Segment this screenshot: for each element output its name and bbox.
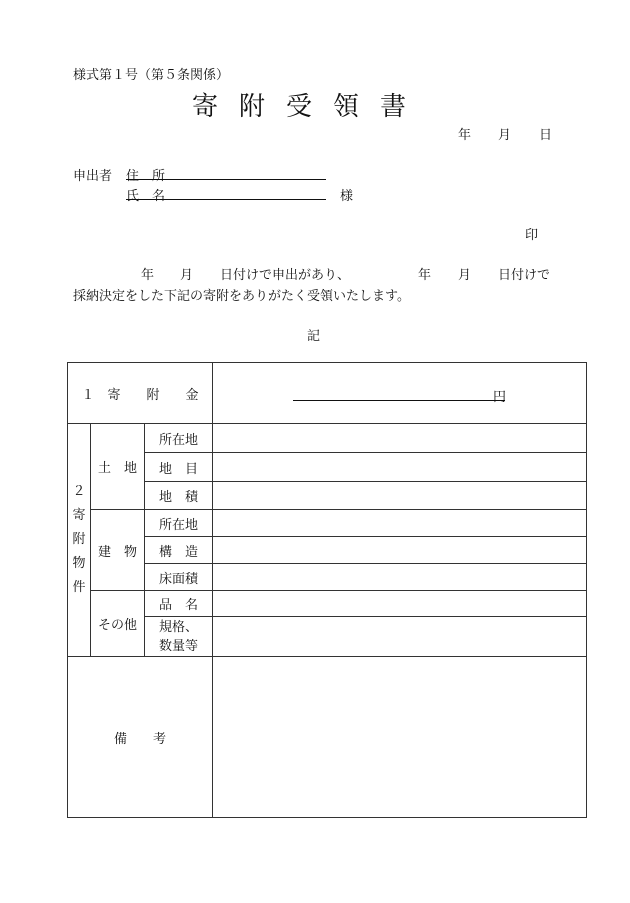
land-category-label: 地 目 bbox=[145, 453, 213, 482]
building-structure-label: 構 造 bbox=[145, 537, 213, 564]
land-group-label: 土 地 bbox=[91, 424, 145, 510]
building-structure-value[interactable] bbox=[213, 537, 587, 564]
form-number: 様式第１号（第５条関係） bbox=[73, 68, 230, 83]
body-date-suffix: 日付けで bbox=[498, 268, 551, 283]
page-title: 寄附受領書 bbox=[192, 92, 428, 122]
building-group-label: 建 物 bbox=[91, 510, 145, 591]
ki-label: 記 bbox=[307, 329, 321, 344]
remarks-value[interactable] bbox=[213, 657, 587, 818]
land-location-value[interactable] bbox=[213, 424, 587, 453]
building-floor-area-value[interactable] bbox=[213, 564, 587, 591]
address-label: 住 所 bbox=[126, 169, 166, 184]
body-month-1: 月 bbox=[180, 268, 194, 283]
other-spec-value[interactable] bbox=[213, 617, 587, 657]
other-spec-label bbox=[145, 617, 213, 657]
seal-mark: 印 bbox=[525, 228, 539, 243]
building-floor-area-label: 床面積 bbox=[145, 564, 213, 591]
building-location-label: 所在地 bbox=[145, 510, 213, 537]
property-label-cell bbox=[68, 424, 91, 657]
honorific-label: 様 bbox=[340, 189, 354, 204]
remarks-label: 備 考 bbox=[68, 657, 213, 818]
date-month-label: 月 bbox=[498, 128, 512, 143]
building-location-value[interactable] bbox=[213, 510, 587, 537]
body-year-2: 年 bbox=[418, 268, 432, 283]
body-date-application: 日付けで申出があり、 bbox=[220, 268, 351, 283]
address-field-line[interactable] bbox=[126, 179, 326, 180]
donation-table bbox=[67, 362, 587, 818]
other-item-name-label: 品 名 bbox=[145, 591, 213, 617]
land-category-value[interactable] bbox=[213, 453, 587, 482]
currency-label: 円 bbox=[493, 390, 507, 405]
donation-amount-cell[interactable] bbox=[213, 363, 587, 424]
donation-amount-label: １ 寄 附 金 bbox=[68, 363, 213, 424]
amount-underline bbox=[293, 400, 505, 401]
land-area-label: 地 積 bbox=[145, 482, 213, 510]
name-label: 氏 名 bbox=[126, 189, 166, 204]
land-location-label: 所在地 bbox=[145, 424, 213, 453]
name-field-line[interactable] bbox=[126, 199, 326, 200]
other-spec-label-line2: 数量等 bbox=[159, 638, 199, 654]
other-group-label: その他 bbox=[91, 591, 145, 657]
body-year-1: 年 bbox=[141, 268, 155, 283]
date-day-label: 日 bbox=[539, 128, 553, 143]
date-year-label: 年 bbox=[458, 128, 472, 143]
other-item-name-value[interactable] bbox=[213, 591, 587, 617]
body-month-2: 月 bbox=[458, 268, 472, 283]
body-line-2: 採納決定をした下記の寄附をありがたく受領いたします。 bbox=[73, 289, 410, 304]
land-area-value[interactable] bbox=[213, 482, 587, 510]
other-spec-label-line1: 規格、 bbox=[159, 619, 199, 635]
property-label: ２寄附物件 bbox=[72, 484, 86, 595]
applicant-label: 申出者 bbox=[73, 169, 113, 184]
